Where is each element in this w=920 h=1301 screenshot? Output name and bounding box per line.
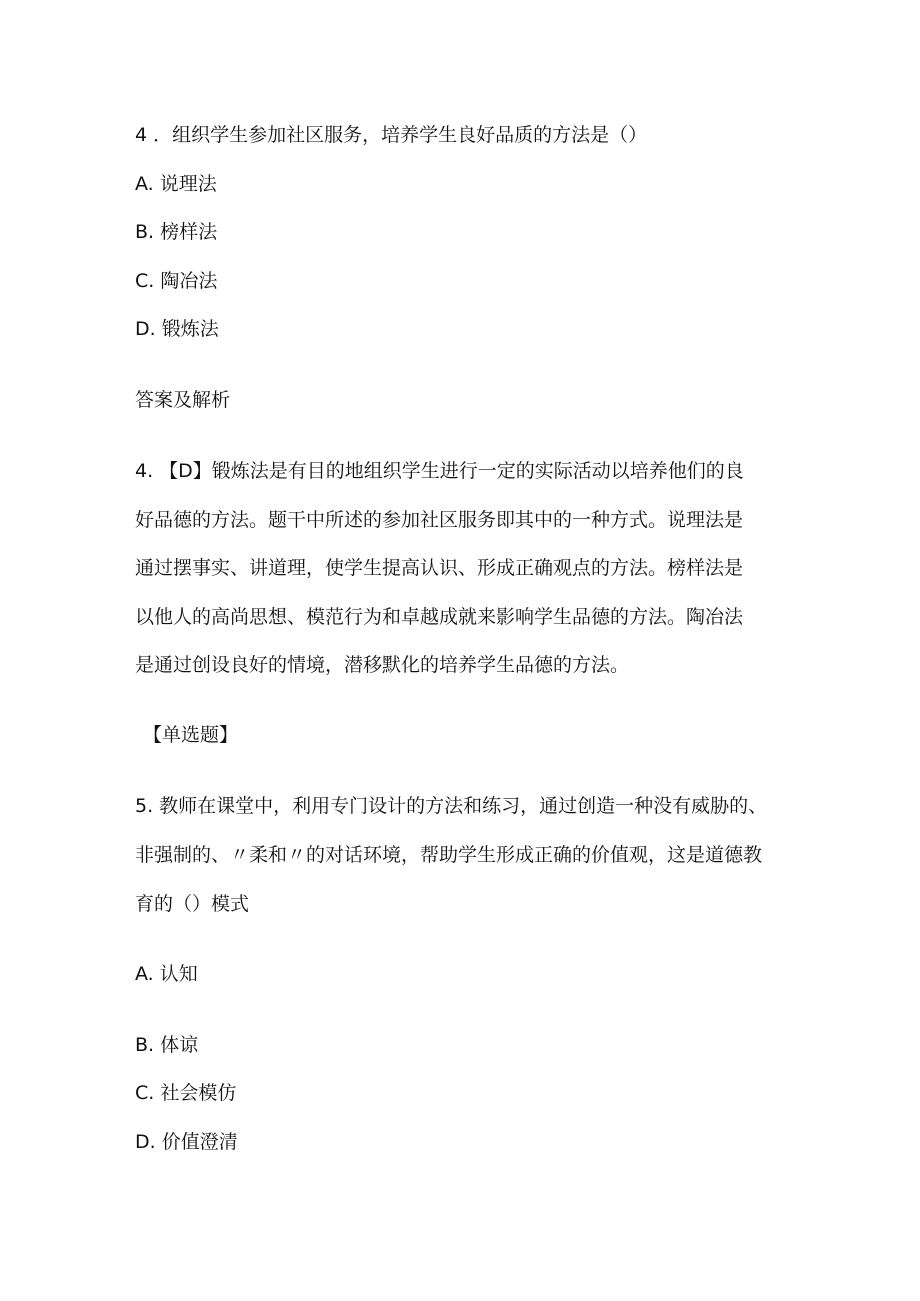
answer-heading: 答案及解析 (135, 389, 231, 411)
q4-stem: 4 ．组织学生参加社区服务，培养学生良好品质的方法是（） (135, 124, 648, 146)
q4-option-c: C. 陶冶法 (135, 270, 218, 292)
explanation-line: 4. 【D】锻炼法是有目的地组织学生进行一定的实际活动以培养他们的良 (135, 460, 744, 482)
q4-option-d: D. 锻炼法 (135, 318, 219, 340)
explanation-line: 通过摆事实、讲道理，使学生提高认识、形成正确观点的方法。榜样法是 (135, 557, 744, 579)
section-label: 【单选题】 (143, 724, 239, 746)
explanation-line: 以他人的高尚思想、模范行为和卓越成就来影响学生品德的方法。陶冶法 (135, 606, 744, 628)
q5-option-a: A. 认知 (135, 963, 198, 985)
q4-option-b: B. 榜样法 (135, 221, 218, 243)
q5-stem-line: 非强制的、〃柔和〃的对话环境，帮助学生形成正确的价值观，这是道德教 (135, 844, 763, 866)
q4-option-a: A. 说理法 (135, 173, 217, 195)
explanation-line: 是通过创设良好的情境，潜移默化的培养学生品德的方法。 (135, 654, 630, 676)
q5-option-c: C. 社会模仿 (135, 1082, 237, 1104)
q5-option-b: B. 体谅 (135, 1034, 199, 1056)
explanation-line: 好品德的方法。题干中所述的参加社区服务即其中的一种方式。说理法是 (135, 509, 744, 531)
q5-option-d: D. 价值澄清 (135, 1131, 238, 1153)
q5-stem-line: 育的（）模式 (135, 893, 250, 915)
q5-stem-line: 5. 教师在课堂中，利用专门设计的方法和练习，通过创造一种没有威胁的、 (135, 795, 768, 817)
